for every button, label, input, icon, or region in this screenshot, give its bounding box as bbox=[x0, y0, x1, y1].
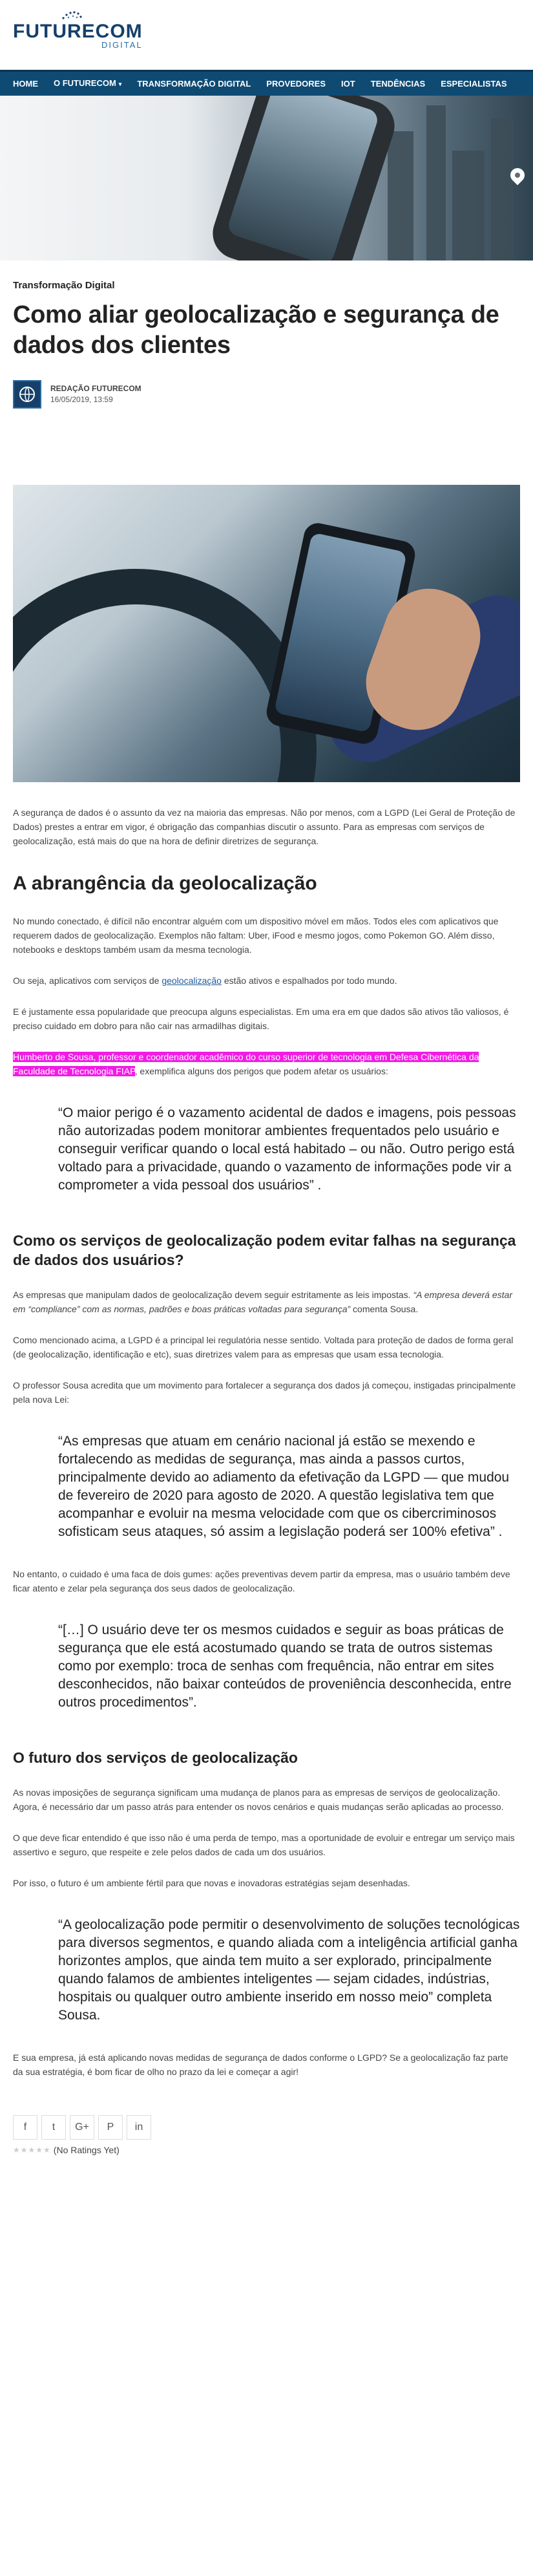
logo-text: FUTURECOM bbox=[13, 21, 143, 42]
blockquote: “[…] O usuário deve ter os mesmos cuidados e seguir as boas práticas de segurança que ele está acostumado quando se trata de outros sistemas como por exemplo: troca de senhas com frequência, não entrar em sites desconhecidos, não baixar conteúdos de proveniência desconhecida, entre outros procedimentos”. bbox=[58, 1623, 512, 1710]
hero-image bbox=[0, 96, 533, 261]
article bbox=[0, 280, 533, 2155]
nav-item-o-futurecom[interactable] bbox=[46, 71, 129, 96]
star-icon[interactable]: ★★★★★ bbox=[13, 2145, 51, 2155]
article-paragraph: O que deve ficar entendido é que isso não é uma perda de tempo, mas a oportunidade de evoluir e entregar um serviço mais assertivo e seguro, que respeite e zele pelos dados de cada um dos usuários. bbox=[13, 1833, 515, 1857]
steering-wheel bbox=[13, 569, 317, 782]
paragraph-text: estão ativos e espalhados por todo mundo. bbox=[221, 975, 397, 986]
paragraph-text: comenta Sousa. bbox=[350, 1304, 419, 1314]
article-paragraph: O professor Sousa acredita que um movimento para fortalecer a segurança dos dados já começou, instigadas principalmente pela nova Lei: bbox=[13, 1380, 516, 1405]
highlighted-text: Humberto de Sousa, professor e coordenador acadêmico do curso superior de tecnologia em Defesa Cibernética da Faculdade de Tecnologia FIAP bbox=[13, 1052, 479, 1076]
chevron-down-icon: ▾ bbox=[118, 81, 122, 87]
article-paragraph: Por isso, o futuro é um ambiente fértil para que novas e inovadoras estratégias sejam desenhadas. bbox=[13, 1878, 410, 1888]
article-paragraph: As novas imposições de segurança significam uma mudança de planos para as empresas de serviços de geolocalização. Agora, é necessário dar um passo atrás para entender os novos cenários e quais mudanças serão aplicadas ao processo. bbox=[13, 1787, 504, 1812]
hero-building bbox=[426, 105, 446, 261]
article-paragraph bbox=[13, 974, 520, 988]
main-nav bbox=[0, 70, 533, 96]
nav-item-especialistas[interactable]: ESPECIALISTAS bbox=[441, 79, 507, 89]
paragraph-text: Ou seja, aplicativos com serviços de bbox=[13, 975, 162, 986]
geolocalizacao-link[interactable]: geolocalização bbox=[162, 975, 222, 986]
share-bar bbox=[13, 2115, 520, 2140]
blockquote: “O maior perigo é o vazamento acidental de dados e imagens, pois pessoas não autorizadas podem monitorar ambientes frequentados pelo usuário e conseguir verificar quando o local está habitado – ou não. Outro perigo está voltado para a privacidade, quando o vazamento de informações pode vir a comprometer a vida pessoal dos usuários” . bbox=[58, 1105, 516, 1193]
twitter-icon[interactable]: t bbox=[41, 2115, 66, 2140]
article-intro: A segurança de dados é o assunto da vez na maioria das empresas. Não por menos, com a LGPD (Lei Geral de Proteção de Dados) prestes a entrar em vigor, é obrigação das companhias discutir o assunto. Para as empresas com serviços de geolocalização, está mais do que na hora de definir diretrizes de segurança. bbox=[13, 807, 516, 846]
author-meta bbox=[50, 383, 141, 405]
site-header bbox=[0, 0, 533, 70]
site-logo[interactable] bbox=[13, 9, 143, 50]
nav-item-transformacao-digital[interactable]: TRANSFORMAÇÃO DIGITAL bbox=[137, 79, 251, 89]
article-paragraph: No entanto, o cuidado é uma faca de dois gumes: ações preventivas devem partir da empresa, mas o usuário também deve ficar atento e zelar pela segurança dos seus dados de geolocalização. bbox=[13, 1569, 510, 1593]
section-heading: O futuro dos serviços de geolocalização bbox=[13, 1749, 298, 1766]
avatar[interactable] bbox=[13, 380, 41, 409]
article-paragraph bbox=[13, 1050, 520, 1078]
logo-subtext: DIGITAL bbox=[101, 40, 143, 50]
hero-building bbox=[452, 151, 485, 261]
author-name[interactable]: REDAÇÃO FUTURECOM bbox=[50, 384, 141, 393]
article-paragraph: E é justamente essa popularidade que preocupa alguns especialistas. Em uma era em que dados são ativos tão valiosos, é preciso cuidado em dobro para não cair nas armadilhas digitais. bbox=[13, 1006, 509, 1031]
article-paragraph bbox=[13, 1288, 520, 1316]
blockquote: “A geolocalização pode permitir o desenvolvimento de soluções tecnológicas para diversos segmentos, e quando aliada com a inteligência artificial ganha horizontes amplos, que ainda tem muito a ser explorado, principalmente quando falamos de ambientes inteligentes — sejam cidades, indústrias, hospitais ou qualquer outro ambiente inserido em nosso meio” completa Sousa. bbox=[58, 1917, 520, 2023]
pinterest-icon[interactable]: P bbox=[98, 2115, 123, 2140]
article-category[interactable]: Transformação Digital bbox=[13, 280, 115, 291]
linkedin-icon[interactable]: in bbox=[127, 2115, 151, 2140]
article-paragraph: E sua empresa, já está aplicando novas medidas de segurança de dados conforme o LGPD? Se a geolocalização faz parte da sua estratégia, é bom ficar de olho no prazo da lei e começar a agir! bbox=[13, 2052, 508, 2077]
hero-building bbox=[491, 118, 514, 261]
paragraph-text: As empresas que manipulam dados de geolocalização devem seguir estritamente as leis impostas. bbox=[13, 1290, 413, 1300]
paragraph-text: , exemplifica alguns dos perigos que podem afetar os usuários: bbox=[134, 1066, 388, 1076]
google-plus-icon[interactable]: G+ bbox=[70, 2115, 94, 2140]
article-image bbox=[13, 485, 520, 782]
publish-date: 16/05/2019, 13:59 bbox=[50, 395, 113, 404]
section-heading: Como os serviços de geolocalização podem evitar falhas na segurança de dados dos usuários? bbox=[13, 1232, 516, 1268]
nav-item-provedores[interactable]: PROVEDORES bbox=[266, 79, 326, 89]
nav-item-home[interactable]: HOME bbox=[13, 79, 38, 89]
article-paragraph: Como mencionado acima, a LGPD é a principal lei regulatória nesse sentido. Voltada para proteção de dados de forma geral (de geolocalização, identificação e etc), suas diretrizes valem para as empresas que usam essa tecnologia. bbox=[13, 1335, 514, 1359]
nav-item-tendencias[interactable]: TENDÊNCIAS bbox=[370, 79, 426, 89]
blockquote: “As empresas que atuam em cenário nacional já estão se mexendo e fortalecendo as medidas de segurança, mas ainda a passos curtos, principalmente devido ao adiamento da efetivação da LGPD — que mudou de fevereiro de 2020 para agosto de 2020. A questão legislativa tem que acompanhar e evoluir na mesma velocidade com que os cibercriminosos sofisticam seus ataques, só assim a legislação poderá ser 100% efetiva” . bbox=[58, 1434, 510, 1539]
star-rating bbox=[13, 2145, 520, 2155]
logo-dots-icon bbox=[58, 9, 84, 22]
globe-icon bbox=[18, 385, 36, 403]
hero-building bbox=[388, 131, 413, 261]
article-author bbox=[13, 380, 520, 409]
article-title: Como aliar geolocalização e segurança de dados dos clientes bbox=[13, 301, 499, 359]
rating-label: (No Ratings Yet) bbox=[53, 2145, 120, 2155]
nav-item-label: O FUTURECOM bbox=[54, 78, 116, 88]
emphasized-text: “A empresa deverá estar em “compliance” com as normas, padrões e boas práticas voltadas para segurança” bbox=[13, 1290, 512, 1314]
facebook-icon[interactable]: f bbox=[13, 2115, 37, 2140]
nav-item-iot[interactable]: IOT bbox=[341, 79, 355, 89]
section-heading: A abrangência da geolocalização bbox=[13, 873, 317, 894]
article-paragraph: No mundo conectado, é difícil não encontrar alguém com um dispositivo móvel em mãos. Todos eles com aplicativos que requerem dados de geolocalização. Exemplos não faltam: Uber, iFood e mesmo jogos, como Pokemon GO. Além disso, notebooks e desktops também usam da mesma tecnologia. bbox=[13, 916, 499, 955]
